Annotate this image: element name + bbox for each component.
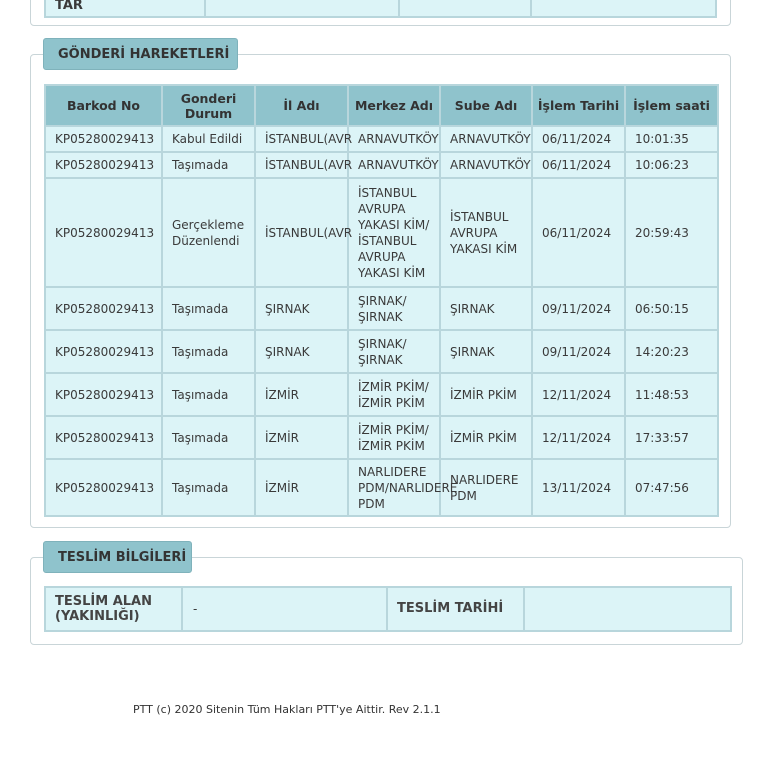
table-row [45,416,718,459]
city-cell: İSTANBUL(AVR [255,152,348,178]
status-cell: Gerçekleme Düzenlendi [162,178,255,287]
column-header-center: Merkez Adı [348,85,440,126]
date-cell: 06/11/2024 [532,152,625,178]
date-cell: 12/11/2024 [532,373,625,416]
column-header-branch: Sube Adı [440,85,532,126]
status-cell: Taşımada [162,287,255,330]
center-cell: NARLIDERE PDM/NARLIDERE PDM [348,459,440,516]
previous-info-label: TAR [45,0,205,17]
branch-cell: ARNAVUTKÖY [440,152,532,178]
barcode-cell: KP05280029413 [45,459,162,516]
barcode-cell: KP05280029413 [45,373,162,416]
barcode-cell: KP05280029413 [45,416,162,459]
date-cell: 06/11/2024 [532,178,625,287]
city-cell: İZMİR [255,459,348,516]
center-cell: ŞIRNAK/ ŞIRNAK [348,287,440,330]
date-cell: 13/11/2024 [532,459,625,516]
table-row [45,178,718,287]
city-cell: İZMİR [255,416,348,459]
delivery-date-value [524,587,731,631]
city-cell: İZMİR [255,373,348,416]
status-cell: Taşımada [162,373,255,416]
branch-cell: ARNAVUTKÖY [440,126,532,152]
delivery-panel-title: TESLİM BİLGİLERİ [43,541,192,573]
table-row [45,126,718,152]
date-cell: 09/11/2024 [532,287,625,330]
status-cell: Taşımada [162,330,255,373]
branch-cell: ŞIRNAK [440,330,532,373]
receiver-label: TESLİM ALAN (YAKINLIĞI) [45,587,182,631]
status-cell: Taşımada [162,152,255,178]
time-cell: 10:01:35 [625,126,718,152]
city-cell: İSTANBUL(AVR [255,178,348,287]
table-row [45,373,718,416]
branch-cell: İSTANBUL AVRUPA YAKASI KİM [440,178,532,287]
barcode-cell: KP05280029413 [45,126,162,152]
movements-table [44,84,719,517]
date-cell: 09/11/2024 [532,330,625,373]
center-cell: ARNAVUTKÖY [348,152,440,178]
city-cell: ŞIRNAK [255,287,348,330]
delivery-table [44,586,732,632]
column-header-time: İşlem saati [625,85,718,126]
table-row [45,459,718,516]
center-cell: İZMİR PKİM/ İZMİR PKİM [348,416,440,459]
barcode-cell: KP05280029413 [45,152,162,178]
date-cell: 12/11/2024 [532,416,625,459]
previous-info-table [44,0,717,18]
column-header-city: İl Adı [255,85,348,126]
time-cell: 11:48:53 [625,373,718,416]
previous-info-cell [399,0,531,17]
movements-panel-title: GÖNDERİ HAREKETLERİ [43,38,238,70]
table-row [45,330,718,373]
center-cell: ARNAVUTKÖY [348,126,440,152]
time-cell: 06:50:15 [625,287,718,330]
barcode-cell: KP05280029413 [45,287,162,330]
previous-info-cell [531,0,716,17]
time-cell: 07:47:56 [625,459,718,516]
branch-cell: İZMİR PKİM [440,416,532,459]
status-cell: Taşımada [162,416,255,459]
city-cell: İSTANBUL(AVR [255,126,348,152]
city-cell: ŞIRNAK [255,330,348,373]
column-header-barcode: Barkod No [45,85,162,126]
column-header-status: Gonderi Durum [162,85,255,126]
branch-cell: NARLIDERE PDM [440,459,532,516]
center-cell: İZMİR PKİM/ İZMİR PKİM [348,373,440,416]
receiver-value: - [182,587,387,631]
barcode-cell: KP05280029413 [45,330,162,373]
time-cell: 17:33:57 [625,416,718,459]
column-header-date: İşlem Tarihi [532,85,625,126]
status-cell: Taşımada [162,459,255,516]
copyright-footer: PTT (c) 2020 Sitenin Tüm Hakları PTT'ye Aittir. Rev 2.1.1 [133,703,441,716]
center-cell: ŞIRNAK/ ŞIRNAK [348,330,440,373]
barcode-cell: KP05280029413 [45,178,162,287]
date-cell: 06/11/2024 [532,126,625,152]
table-row [45,287,718,330]
previous-info-cell [205,0,399,17]
table-row [45,152,718,178]
branch-cell: ŞIRNAK [440,287,532,330]
status-cell: Kabul Edildi [162,126,255,152]
time-cell: 10:06:23 [625,152,718,178]
time-cell: 20:59:43 [625,178,718,287]
center-cell: İSTANBUL AVRUPA YAKASI KİM/ İSTANBUL AVRUPA YAKASI KİM [348,178,440,287]
time-cell: 14:20:23 [625,330,718,373]
delivery-date-label: TESLİM TARİHİ [387,587,524,631]
branch-cell: İZMİR PKİM [440,373,532,416]
